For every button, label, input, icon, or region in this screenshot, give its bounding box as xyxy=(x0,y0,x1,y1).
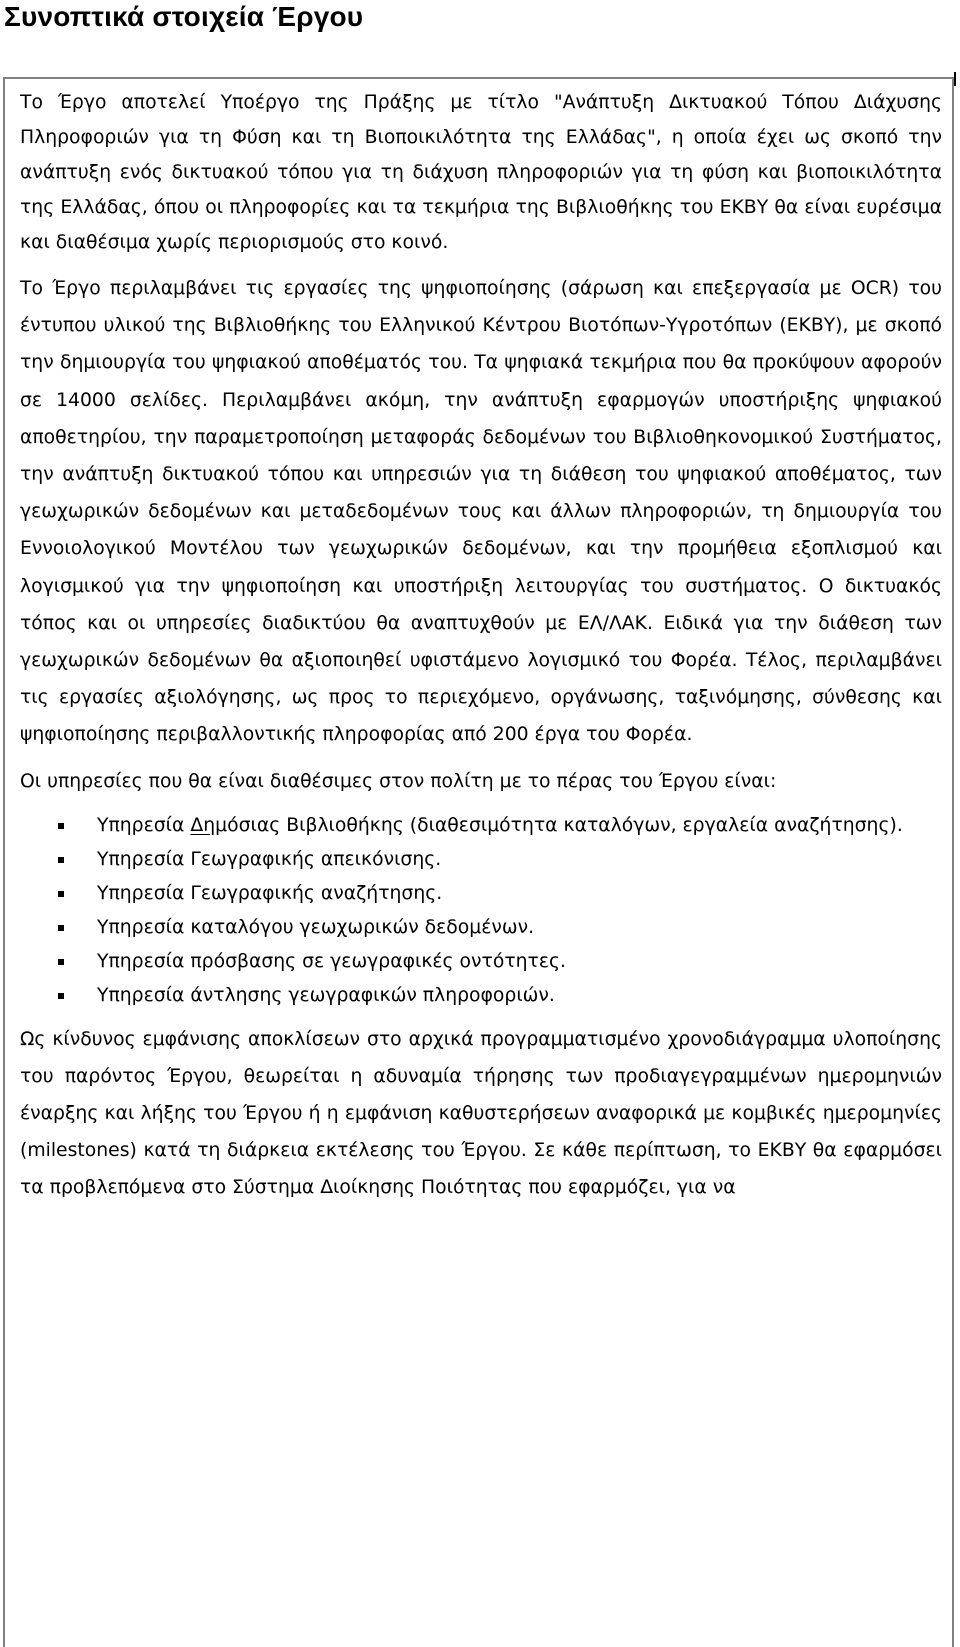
page-title: Συνοπτικά στοιχεία Έργου xyxy=(4,1,364,32)
service-label: Υπηρεσία Γεωγραφικής αναζήτησης. xyxy=(97,882,443,904)
square-bullet-icon xyxy=(58,959,64,965)
service-label-underlined: Δη xyxy=(190,814,216,836)
service-label: Υπηρεσία πρόσβασης σε γεωγραφικές οντότητες. xyxy=(97,950,566,972)
paragraph-services-intro: Οι υπηρεσίες που θα είναι διαθέσιμες στον πολίτη με το πέρας του Έργου είναι: xyxy=(20,770,777,792)
square-bullet-icon xyxy=(58,823,64,829)
paragraph-risk: Ως κίνδυνος εμφάνισης αποκλίσεων στο αρχικά προγραμματισμένο χρονοδιάγραμμα υλοποίησης του παρόντος Έργου, θεωρείται η αδυναμία τήρησης των προδιαγεγραμμένων ημερομηνιών έναρξης και λήξης του Έργου ή η εμφάνιση καθυστερήσεων αναφορικά με κομβικές ημερομηνίες (milestones) κατά τη διάρκεια εκτέλεσης του Έργου. Σε κάθε περίπτωση, το ΕΚΒΥ θα εφαρμόσει τα προβλεπόμενα στο Σύστημα Διοίκησης Ποιότητας που εφαρμόζει, για να xyxy=(20,1028,942,1199)
paragraph-project-overview: Το Έργο αποτελεί Υποέργο της Πράξης με τίτλο "Ανάπτυξη Δικτυακού Τόπου Διάχυσης Πληροφοριών για τη Φύση και τη Βιοποικιλότητα της Ελλάδας", η οποία έχει ως σκοπό την ανάπτυξη ενός δικτυακού τόπου για τη διάχυση πληροφοριών για τη φύση και βιοποικιλότητα της Ελλάδας, όπου οι πληροφορίες και τα τεκμήρια της Βιβλιοθήκης του ΕΚΒΥ θα είναι ευρέσιμα και διαθέσιμα χωρίς περιορισμούς στο κοινό. xyxy=(20,92,942,253)
square-bullet-icon xyxy=(58,993,64,999)
list-item xyxy=(20,911,942,945)
square-bullet-icon xyxy=(58,925,64,931)
list-item xyxy=(20,843,942,877)
page-corner-mark xyxy=(954,72,956,86)
service-label-rest: μόσιας Βιβλιοθήκης (διαθεσιμότητα καταλόγων, εργαλεία αναζήτησης). xyxy=(215,814,903,836)
services-list xyxy=(20,809,942,1013)
service-label: Υπηρεσία άντλησης γεωγραφικών πληροφοριών. xyxy=(97,984,555,1006)
service-label: Υπηρεσία καταλόγου γεωχωρικών δεδομένων. xyxy=(97,916,535,938)
document-body xyxy=(20,85,942,1217)
square-bullet-icon xyxy=(58,857,64,863)
square-bullet-icon xyxy=(58,891,64,897)
list-item xyxy=(20,877,942,911)
list-item xyxy=(20,809,942,843)
service-label-prefix: Υπηρεσία xyxy=(97,814,191,836)
list-item xyxy=(20,979,942,1013)
list-item xyxy=(20,945,942,979)
paragraph-project-scope: Το Έργο περιλαμβάνει τις εργασίες της ψηφιοποίησης (σάρωση και επεξεργασία με OCR) του έντυπου υλικού της Βιβλιοθήκης του Ελληνικού Κέντρου Βιοτόπων-Υγροτόπων (ΕΚΒΥ), με σκοπό την δημιουργία του ψηφιακού αποθέματός του. Τα ψηφιακά τεκμήρια που θα προκύψουν αφορούν σε 14000 σελίδες. Περιλαμβάνει ακόμη, την ανάπτυξη εφαρμογών υποστήριξης ψηφιακού αποθετηρίου, την παραμετροποίηση μεταφοράς δεδομένων του Βιβλιοθηκονομικού Συστήματος, την ανάπτυξη δικτυακού τόπου και υπηρεσιών για τη διάθεση του ψηφιακού αποθέματος, των γεωχωρικών δεδομένων και μεταδεδομένων τους και άλλων πληροφοριών, τη δημιουργία του Εννοιολογικού Μοντέλου των γεωχωρικών δεδομένων, και την προμήθεια εξοπλισμού και λογισμικού για την ψηφιοποίηση και υποστήριξη λειτουργίας του συστήματος. Ο δικτυακός τόπος και οι υπηρεσίες διαδικτύου θα αναπτυχθούν με ΕΛ/ΛΑΚ. Ειδικά για την διάθεση των γεωχωρικών δεδομένων θα αξιοποιηθεί υφιστάμενο λογισμικό του Φορέα. Τέλος, περιλαμβάνει τις εργασίες αξιολόγησης, ως προς το περιεχόμενο, οργάνωσης, ταξινόμησης, σύνθεσης και ψηφιοποίησης περιβαλλοντικής πληροφορίας από 200 έργα του Φορέα. xyxy=(20,278,942,746)
service-label: Υπηρεσία Γεωγραφικής απεικόνισης. xyxy=(97,848,442,870)
